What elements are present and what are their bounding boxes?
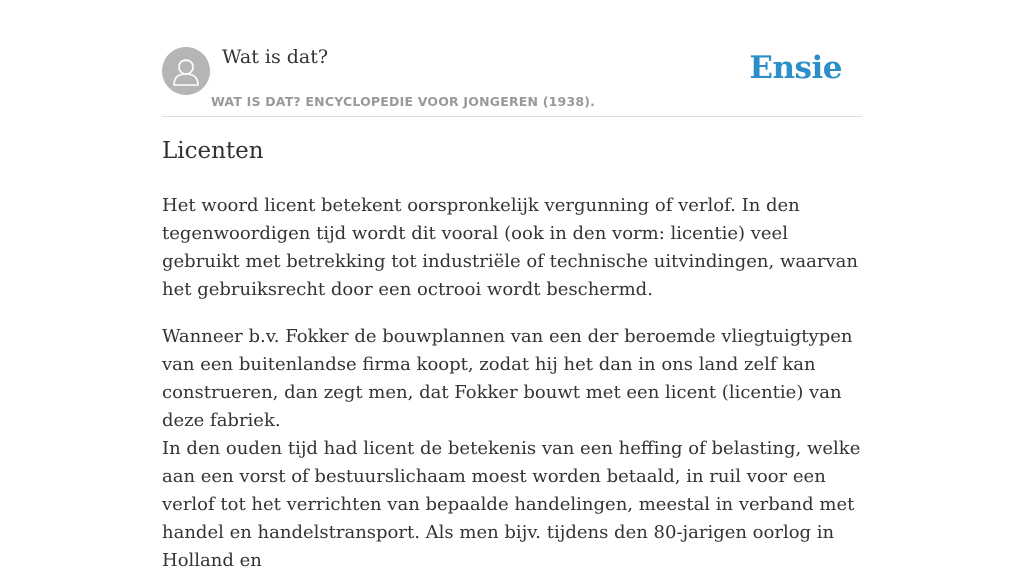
- source-label: WAT IS DAT? ENCYCLOPEDIE VOOR JONGEREN (1938).: [211, 94, 596, 109]
- article-container: [162, 0, 862, 571]
- author-name[interactable]: Wat is dat?: [222, 46, 329, 68]
- avatar[interactable]: [162, 47, 210, 95]
- user-icon: [162, 47, 210, 95]
- article-body: [162, 192, 862, 575]
- page-title: Licenten: [162, 138, 264, 164]
- ensie-logo[interactable]: Ensie: [749, 50, 842, 86]
- paragraph: Het woord licent betekent oorspronkelijk vergunning of verlof. In den tegenwoordigen tijd wordt dit vooral (ook in den vorm: licentie) veel gebruikt met betrekking tot industriële of technische uitvindingen, waarvan het gebruiksrecht door een octrooi wordt beschermd.: [162, 195, 858, 300]
- paragraph: In den ouden tijd had licent de betekenis van een heffing of belasting, welke aan een vorst of bestuurslichaam moest worden betaald, in ruil voor een verlof tot het verrichten van bepaalde handelingen, meestal in verband met handel en handelstransport. Als men bijv. tijdens den 80-jarigen oorlog in Holland en: [162, 438, 861, 571]
- paragraph: Wanneer b.v. Fokker de bouwplannen van een der beroemde vliegtuigtypen van een buitenlandse firma koopt, zodat hij het dan in ons land zelf kan construeren, dan zegt men, dat Fokker bouwt met een licent (licentie) van deze fabriek.: [162, 326, 853, 431]
- article-header: [162, 0, 862, 117]
